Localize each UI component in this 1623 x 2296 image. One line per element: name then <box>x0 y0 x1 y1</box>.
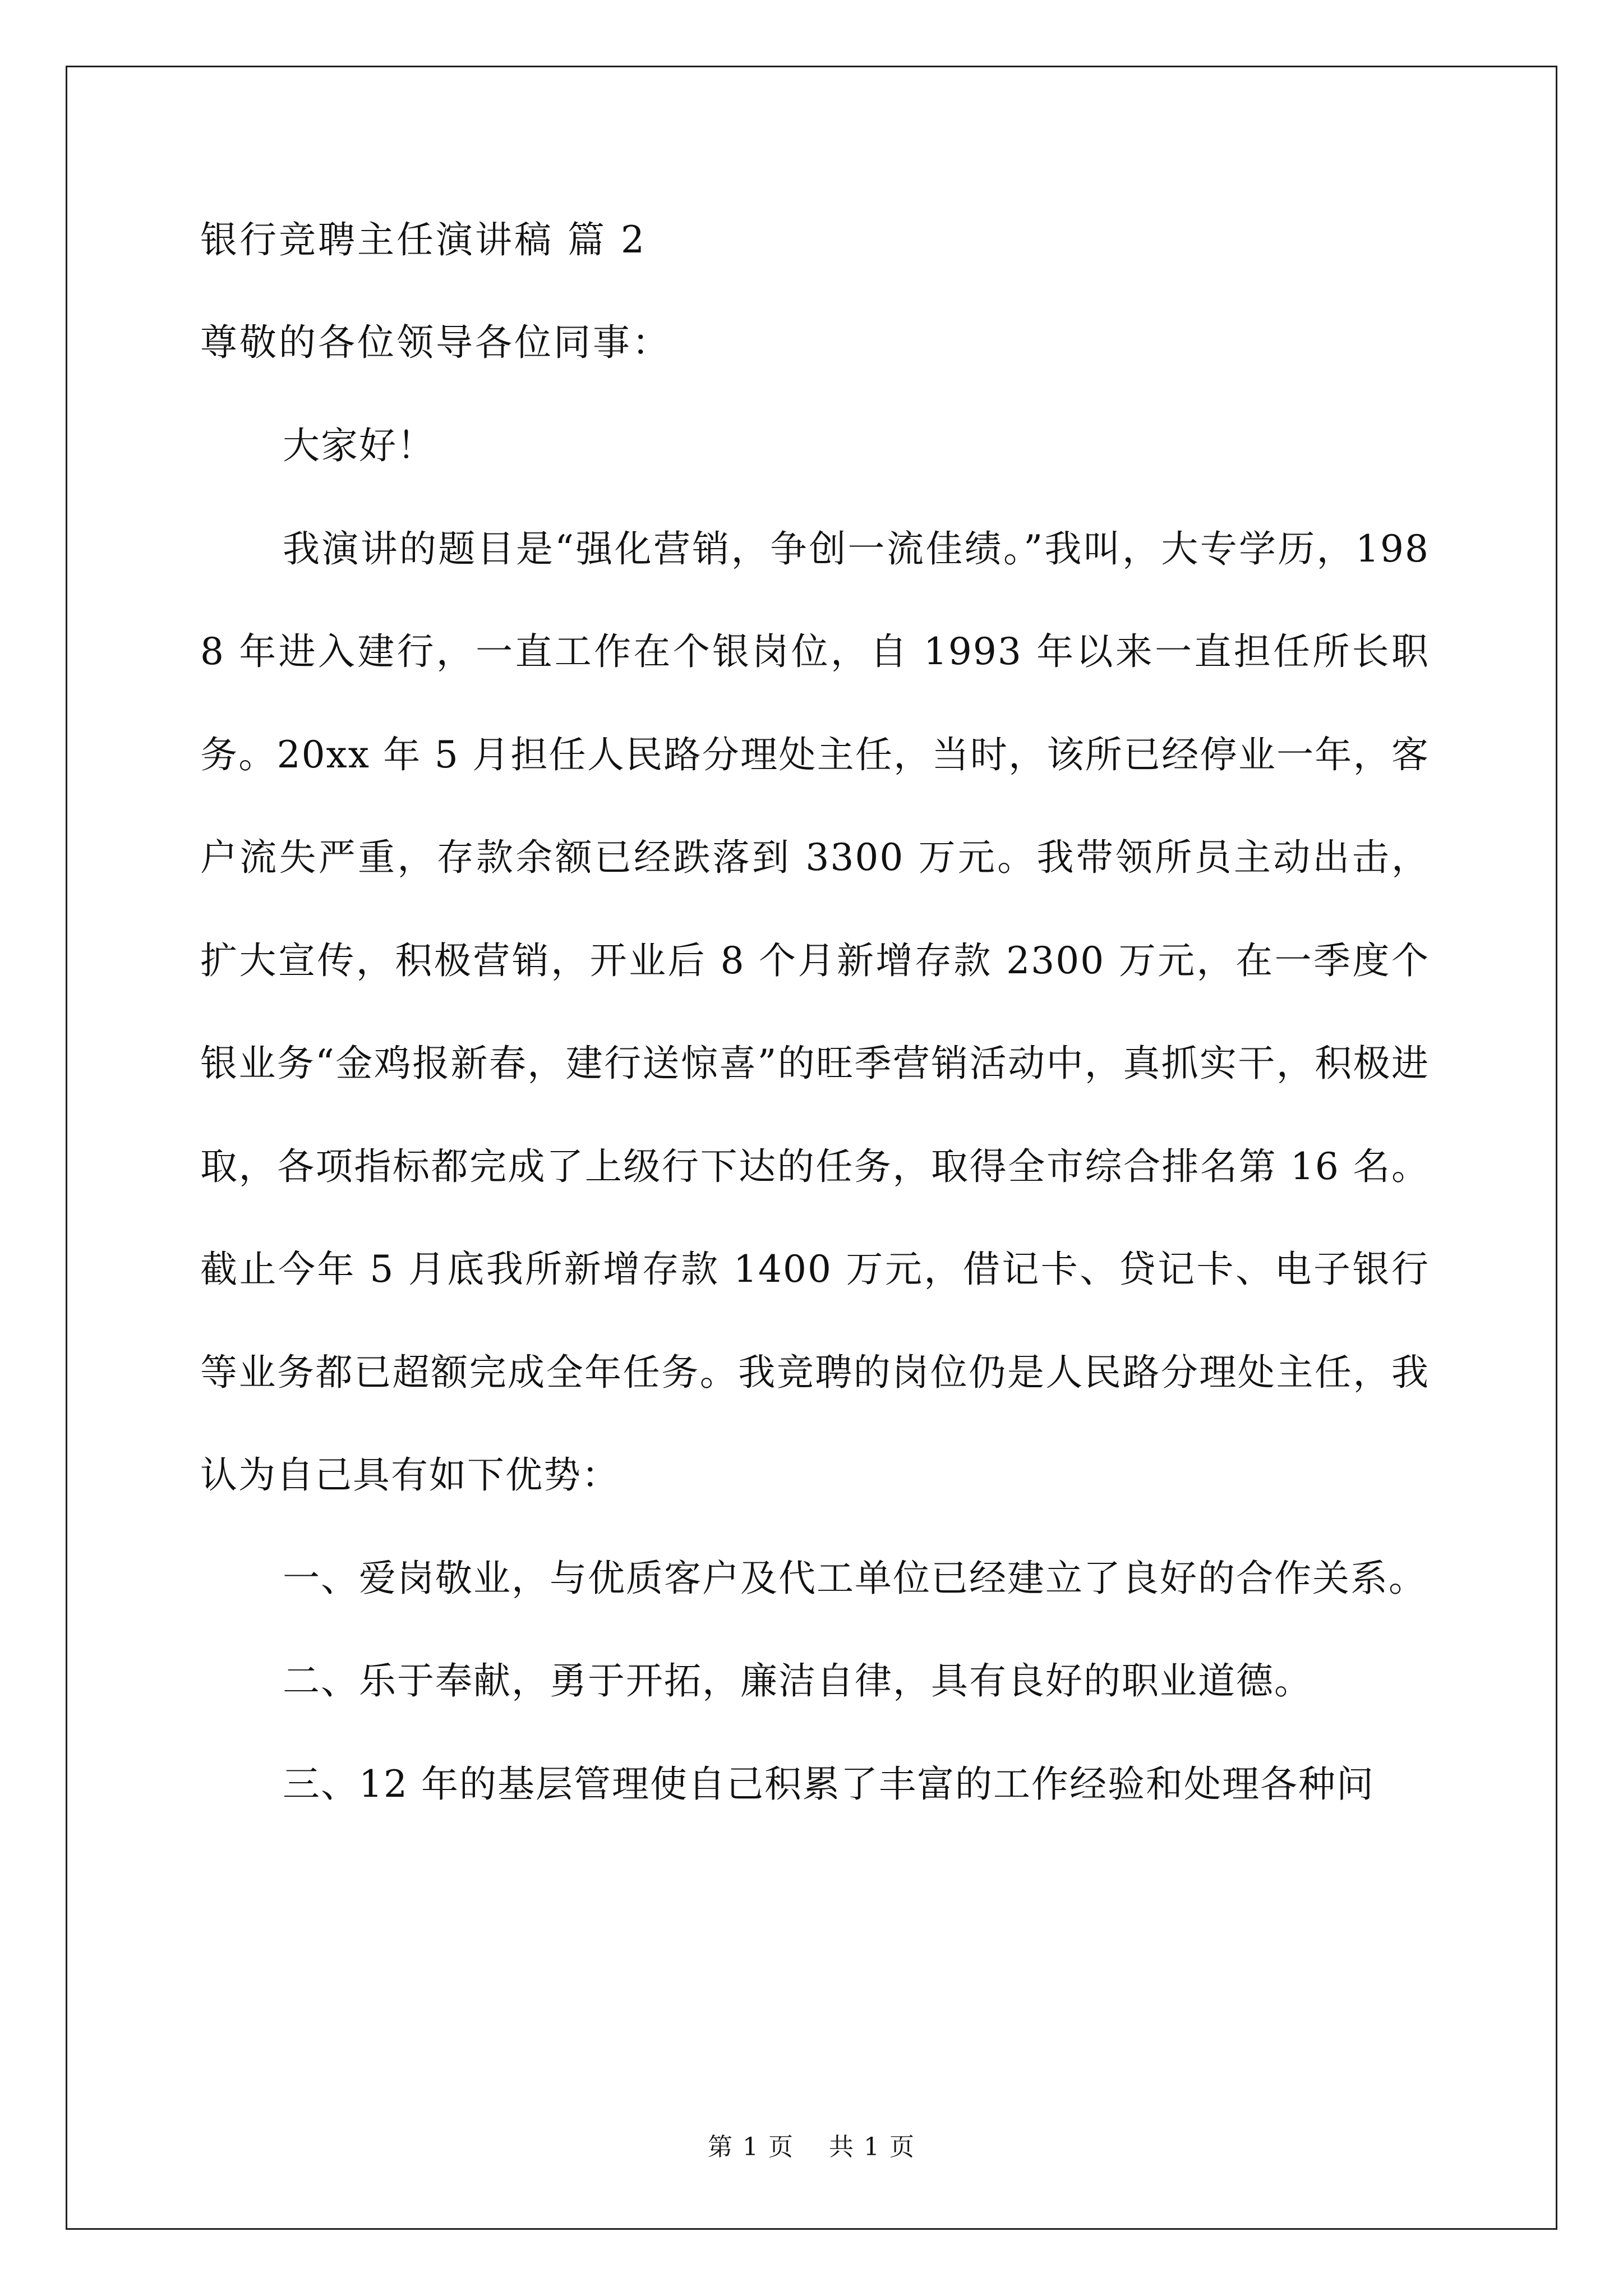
body-paragraph-intro: 我演讲的题目是“强化营销，争创一流佳绩。”我叫，大专学历，1988 年进入建行，一直工作在个银岗位，自 1993 年以来一直担任所长职务。20xx 年 5 月担任人民路分理处主任，当时，该所已经停业一年，客户流失严重，存款余额已经跌落到 3300 万元。我带领所员主动出击，扩大宣传，积极营销，开业后 8 个月新增存款 2300 万元，在一季度个银业务“金鸡报新春，建行送惊喜”的旺季营销活动中，真抓实干，积极进取，各项指标都完成了上级行下达的任务，取得全市综合排名第 16 名。截止今年 5 月底我所新增存款 1400 万元，借记卡、贷记卡、电子银行等业务都已超额完成全年任务。我竞聘的岗位仍是人民路分理处主任，我认为自己具有如下优势： <box>200 527 1430 1497</box>
advantage-paragraph-1: 一、爱岗敬业，与优质客户及代工单位已经建立了良好的合作关系。 <box>283 1556 1427 1600</box>
advantage-paragraph-3: 三、12 年的基层管理使自己积累了丰富的工作经验和处理各种问 <box>283 1762 1375 1806</box>
salutation: 尊敬的各位领导各位同事： <box>200 321 671 364</box>
advantage-paragraph-2: 二、乐于奉献，勇于开拓，廉洁自律，具有良好的职业道德。 <box>283 1659 1312 1703</box>
document-body <box>200 218 1430 1835</box>
document-title: 银行竞聘主任演讲稿 篇 2 <box>200 218 647 261</box>
greeting-paragraph: 大家好！ <box>283 424 435 467</box>
page-number-footer: 第 1 页 共 1 页 <box>708 2133 915 2161</box>
